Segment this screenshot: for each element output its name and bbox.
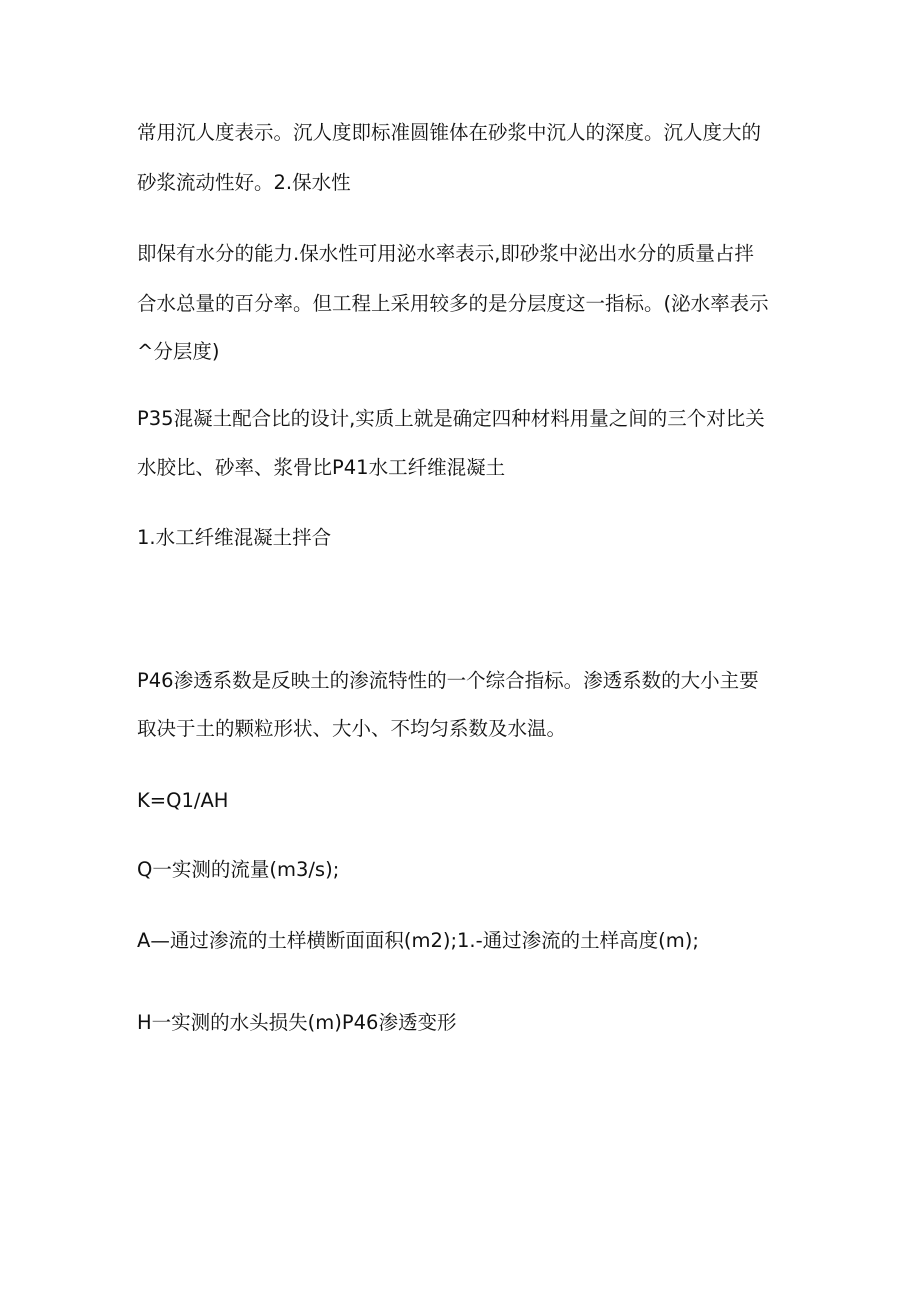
text-line: 水胶比、砂率、浆骨比P41水工纤维混凝土 bbox=[137, 456, 506, 479]
text-line: A—通过渗流的土样横断面面积(m2);1.-通过渗流的土样高度(m); bbox=[137, 929, 699, 952]
text-line: Q一实测的流量(m3∕s); bbox=[137, 858, 340, 881]
text-line: K=Q1∕AH bbox=[137, 789, 229, 812]
text-line: 1.水工纤维混凝土拌合 bbox=[137, 526, 332, 549]
text-line: H一实测的水头损失(m)P46渗透变形 bbox=[137, 1011, 457, 1034]
text-line: 取决于土的颗粒形状、大小、不均匀系数及水温。 bbox=[137, 717, 567, 740]
text-line: 即保有水分的能力.保水性可用泌水率表示,即砂浆中泌出水分的质量占拌 bbox=[137, 242, 754, 265]
text-line: P46渗透系数是反映土的渗流特性的一个综合指标。渗透系数的大小主要 bbox=[137, 669, 759, 692]
text-line: P35混凝土配合比的设计,实质上就是确定四种材料用量之间的三个对比关 bbox=[137, 407, 765, 430]
text-line: 常用沉人度表示。沉人度即标准圆锥体在砂浆中沉人的深度。沉人度大的 bbox=[137, 121, 762, 144]
text-line: ^分层度) bbox=[137, 340, 220, 363]
text-line: 合水总量的百分率。但工程上采用较多的是分层度这一指标。(泌水率表示 bbox=[137, 292, 769, 315]
text-line: 砂浆流动性好。2.保水性 bbox=[137, 171, 351, 194]
